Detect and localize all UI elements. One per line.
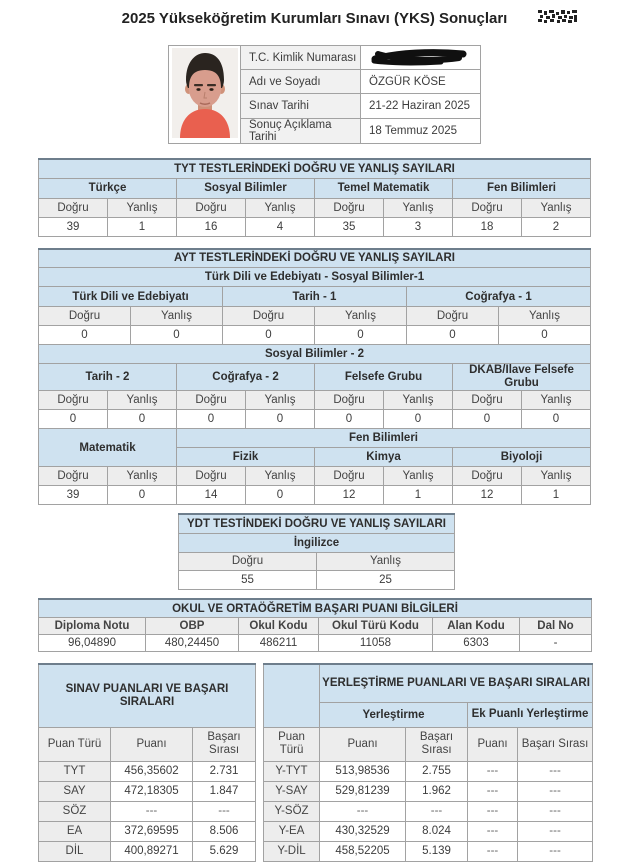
redaction-scribble-icon: [369, 46, 473, 66]
okul-turu-kodu-label: Okul Türü Kodu: [319, 618, 433, 635]
puani-header: Puanı: [111, 727, 193, 761]
dogru-label: Doğru: [453, 467, 522, 486]
ydt-dogru: 55: [179, 570, 317, 589]
ydt-title: YDT TESTİNDEKİ DOĞRU VE YANLIŞ SAYILARI: [179, 514, 455, 533]
table-row: [264, 781, 593, 801]
okul-turu-kodu-value: 11058: [319, 635, 433, 652]
y-say-ek-basari: ---: [518, 781, 593, 801]
ayt-subject-tde: Türk Dili ve Edebiyatı: [39, 287, 223, 307]
ayt-tarih2-yanlis: 0: [108, 410, 177, 429]
y-soz-puani: ---: [320, 801, 406, 821]
y-tyt-puani: 513,98536: [320, 761, 406, 781]
soz-puani: ---: [111, 801, 193, 821]
yerlestirme-group-header: Yerleştirme: [320, 702, 468, 727]
dil-basari-sirasi: 5.629: [193, 841, 256, 861]
tyt-matematik-dogru: 35: [315, 217, 384, 236]
ayt-matematik-dogru: 39: [39, 486, 108, 505]
puan-turu-header: Puan Türü: [39, 727, 111, 761]
yanlis-label: Yanlış: [384, 467, 453, 486]
diploma-notu-label: Diploma Notu: [39, 618, 146, 635]
portrait-photo-icon: [172, 48, 238, 138]
id-number-label: T.C. Kimlik Numarası: [241, 46, 361, 70]
row-label-tyt: TYT: [39, 761, 111, 781]
yanlis-label: Yanlış: [131, 307, 223, 326]
ayt-cografya2-dogru: 0: [177, 410, 246, 429]
table-row: [264, 761, 593, 781]
y-say-puani: 529,81239: [320, 781, 406, 801]
diploma-notu-value: 96,04890: [39, 635, 146, 652]
y-dil-puani: 458,52205: [320, 841, 406, 861]
exam-date-value: 21-22 Haziran 2025: [361, 94, 481, 118]
ayt-title: AYT TESTLERİNDEKİ DOĞRU VE YANLIŞ SAYILARI: [39, 249, 591, 268]
ayt-felsefe-yanlis: 0: [384, 410, 453, 429]
table-row: [39, 821, 256, 841]
exam-scores-title: SINAV PUANLARI VE BAŞARI SIRALARI: [39, 664, 256, 727]
y-say-basari-sirasi: 1.962: [406, 781, 468, 801]
ea-basari-sirasi: 8.506: [193, 821, 256, 841]
yanlis-label: Yanlış: [108, 391, 177, 410]
ydt-language: İngilizce: [179, 533, 455, 552]
yanlis-label: Yanlış: [384, 391, 453, 410]
ayt-cografya2-yanlis: 0: [246, 410, 315, 429]
y-tyt-ek-basari: ---: [518, 761, 593, 781]
say-puani: 472,18305: [111, 781, 193, 801]
yanlis-label: Yanlış: [384, 198, 453, 217]
name-label: Adı ve Soyadı: [241, 70, 361, 94]
alan-kodu-label: Alan Kodu: [433, 618, 520, 635]
table-row: [39, 781, 256, 801]
obp-label: OBP: [146, 618, 239, 635]
y-dil-ek-puani: ---: [468, 841, 518, 861]
dogru-label: Doğru: [179, 552, 317, 570]
yanlis-label: Yanlış: [108, 198, 177, 217]
table-row: [264, 821, 593, 841]
y-tyt-basari-sirasi: 2.755: [406, 761, 468, 781]
ayt-subject-dkab: DKAB/İlave Felsefe Grubu: [453, 364, 591, 391]
yanlis-label: Yanlış: [522, 198, 591, 217]
ydt-results-table: [178, 513, 455, 590]
tyt-puani: 456,35602: [111, 761, 193, 781]
row-label-y-tyt: Y-TYT: [264, 761, 320, 781]
ayt-subject-biyoloji: Biyoloji: [453, 448, 591, 467]
ayt-subject-kimya: Kimya: [315, 448, 453, 467]
y-ea-ek-puani: ---: [468, 821, 518, 841]
tyt-fen-yanlis: 2: [522, 217, 591, 236]
yks-result-document: [0, 10, 629, 861]
ayt-subject-fizik: Fizik: [177, 448, 315, 467]
dal-no-value: -: [520, 635, 592, 652]
ayt-subject-matematik: Matematik: [39, 429, 177, 467]
tyt-subject-matematik: Temel Matematik: [315, 178, 453, 198]
ayt-tarih1-yanlis: 0: [315, 326, 407, 345]
y-dil-basari-sirasi: 5.139: [406, 841, 468, 861]
row-label-ea: EA: [39, 821, 111, 841]
row-label-y-dil: Y-DİL: [264, 841, 320, 861]
ayt-fen-group-title: Fen Bilimleri: [177, 429, 591, 448]
ayt-dkab-yanlis: 0: [522, 410, 591, 429]
ayt-kimya-dogru: 12: [315, 486, 384, 505]
dogru-label: Doğru: [407, 307, 499, 326]
ayt-kimya-yanlis: 1: [384, 486, 453, 505]
dal-no-label: Dal No: [520, 618, 592, 635]
dogru-label: Doğru: [177, 467, 246, 486]
yanlis-label: Yanlış: [246, 198, 315, 217]
ayt-tde-dogru: 0: [39, 326, 131, 345]
placement-scores-table: [263, 663, 593, 862]
yanlis-label: Yanlış: [499, 307, 591, 326]
tyt-basari-sirasi: 2.731: [193, 761, 256, 781]
ek-puani-header: Puanı: [468, 727, 518, 761]
tyt-matematik-yanlis: 3: [384, 217, 453, 236]
dogru-label: Doğru: [223, 307, 315, 326]
okul-kodu-label: Okul Kodu: [239, 618, 319, 635]
tyt-turkce-yanlis: 1: [108, 217, 177, 236]
yanlis-label: Yanlış: [317, 552, 455, 570]
tyt-subject-turkce: Türkçe: [39, 178, 177, 198]
tyt-title: TYT TESTLERİNDEKİ DOĞRU VE YANLIŞ SAYILARI: [39, 159, 591, 178]
soz-basari-sirasi: ---: [193, 801, 256, 821]
alan-kodu-value: 6303: [433, 635, 520, 652]
ayt-biyoloji-yanlis: 1: [522, 486, 591, 505]
tyt-sosyal-yanlis: 4: [246, 217, 315, 236]
row-label-y-say: Y-SAY: [264, 781, 320, 801]
page-title: 2025 Yükseköğretim Kurumları Sınavı (YKS) Sonuçları: [121, 10, 508, 27]
table-row: [39, 761, 256, 781]
ayt-section2-title: Sosyal Bilimler - 2: [39, 345, 591, 364]
tyt-results-table: [38, 158, 591, 237]
okul-kodu-value: 486211: [239, 635, 319, 652]
scores-section: [38, 663, 591, 862]
dogru-label: Doğru: [177, 391, 246, 410]
ydt-yanlis: 25: [317, 570, 455, 589]
table-row: [39, 801, 256, 821]
school-table-title: OKUL VE ORTAÖĞRETİM BAŞARI PUANI BİLGİLERİ: [39, 599, 592, 618]
dogru-label: Doğru: [39, 198, 108, 217]
dil-puani: 400,89271: [111, 841, 193, 861]
y-say-ek-puani: ---: [468, 781, 518, 801]
exam-scores-table: [38, 663, 256, 862]
table-row: [39, 841, 256, 861]
id-number-value-redacted: [361, 46, 481, 70]
yanlis-label: Yanlış: [108, 467, 177, 486]
y-ea-puani: 430,32529: [320, 821, 406, 841]
yanlis-label: Yanlış: [522, 391, 591, 410]
ayt-tarih2-dogru: 0: [39, 410, 108, 429]
school-score-table: [38, 598, 592, 653]
dogru-label: Doğru: [39, 307, 131, 326]
yanlis-label: Yanlış: [315, 307, 407, 326]
row-label-say: SAY: [39, 781, 111, 801]
ayt-felsefe-dogru: 0: [315, 410, 384, 429]
tyt-subject-sosyal: Sosyal Bilimler: [177, 178, 315, 198]
ayt-subject-tarih1: Tarih - 1: [223, 287, 407, 307]
row-label-dil: DİL: [39, 841, 111, 861]
row-label-y-soz: Y-SÖZ: [264, 801, 320, 821]
ayt-cografya1-dogru: 0: [407, 326, 499, 345]
dogru-label: Doğru: [315, 198, 384, 217]
puani-header: Puanı: [320, 727, 406, 761]
dogru-label: Doğru: [177, 198, 246, 217]
obp-value: 480,24450: [146, 635, 239, 652]
basari-sirasi-header: Başarı Sırası: [193, 727, 256, 761]
table-row: [264, 801, 593, 821]
ayt-subject-cografya1: Coğrafya - 1: [407, 287, 591, 307]
dogru-label: Doğru: [315, 467, 384, 486]
dogru-label: Doğru: [315, 391, 384, 410]
result-date-value: 18 Temmuz 2025: [361, 118, 481, 143]
dogru-label: Doğru: [39, 391, 108, 410]
ayt-tarih1-dogru: 0: [223, 326, 315, 345]
candidate-photo: [169, 46, 241, 144]
ayt-subject-tarih2: Tarih - 2: [39, 364, 177, 391]
exam-date-label: Sınav Tarihi: [241, 94, 361, 118]
tyt-turkce-dogru: 39: [39, 217, 108, 236]
ayt-matematik-yanlis: 0: [108, 486, 177, 505]
ayt-subject-felsefe: Felsefe Grubu: [315, 364, 453, 391]
ayt-subject-cografya2: Coğrafya - 2: [177, 364, 315, 391]
ayt-biyoloji-dogru: 12: [453, 486, 522, 505]
qr-code-fragment-icon: [538, 10, 577, 23]
ayt-results-table: [38, 248, 591, 506]
table-row: [264, 841, 593, 861]
result-date-label: Sonuç Açıklama Tarihi: [241, 118, 361, 143]
tyt-subject-fen: Fen Bilimleri: [453, 178, 591, 198]
dogru-label: Doğru: [453, 391, 522, 410]
y-soz-ek-puani: ---: [468, 801, 518, 821]
yanlis-label: Yanlış: [246, 467, 315, 486]
ea-puani: 372,69595: [111, 821, 193, 841]
yanlis-label: Yanlış: [246, 391, 315, 410]
say-basari-sirasi: 1.847: [193, 781, 256, 801]
ayt-fizik-dogru: 14: [177, 486, 246, 505]
basari-sirasi-header: Başarı Sırası: [406, 727, 468, 761]
y-soz-ek-basari: ---: [518, 801, 593, 821]
row-label-y-ea: Y-EA: [264, 821, 320, 841]
candidate-info-table: [168, 45, 481, 144]
y-dil-ek-basari: ---: [518, 841, 593, 861]
name-value: ÖZGÜR KÖSE: [361, 70, 481, 94]
dogru-label: Doğru: [453, 198, 522, 217]
row-label-soz: SÖZ: [39, 801, 111, 821]
ayt-section1-title: Türk Dili ve Edebiyatı - Sosyal Bilimler-1: [39, 268, 591, 287]
yanlis-label: Yanlış: [522, 467, 591, 486]
y-ea-ek-basari: ---: [518, 821, 593, 841]
tyt-fen-dogru: 18: [453, 217, 522, 236]
puan-turu-header: Puan Türü: [264, 727, 320, 761]
ayt-fizik-yanlis: 0: [246, 486, 315, 505]
placement-corner-cell: [264, 664, 320, 727]
ayt-tde-yanlis: 0: [131, 326, 223, 345]
ek-basari-sirasi-header: Başarı Sırası: [518, 727, 593, 761]
ayt-dkab-dogru: 0: [453, 410, 522, 429]
y-tyt-ek-puani: ---: [468, 761, 518, 781]
y-soz-basari-sirasi: ---: [406, 801, 468, 821]
dogru-label: Doğru: [39, 467, 108, 486]
ayt-cografya1-yanlis: 0: [499, 326, 591, 345]
tyt-sosyal-dogru: 16: [177, 217, 246, 236]
y-ea-basari-sirasi: 8.024: [406, 821, 468, 841]
ek-puanli-group-header: Ek Puanlı Yerleştirme: [468, 702, 593, 727]
placement-title: YERLEŞTİRME PUANLARI VE BAŞARI SIRALARI: [320, 664, 593, 702]
